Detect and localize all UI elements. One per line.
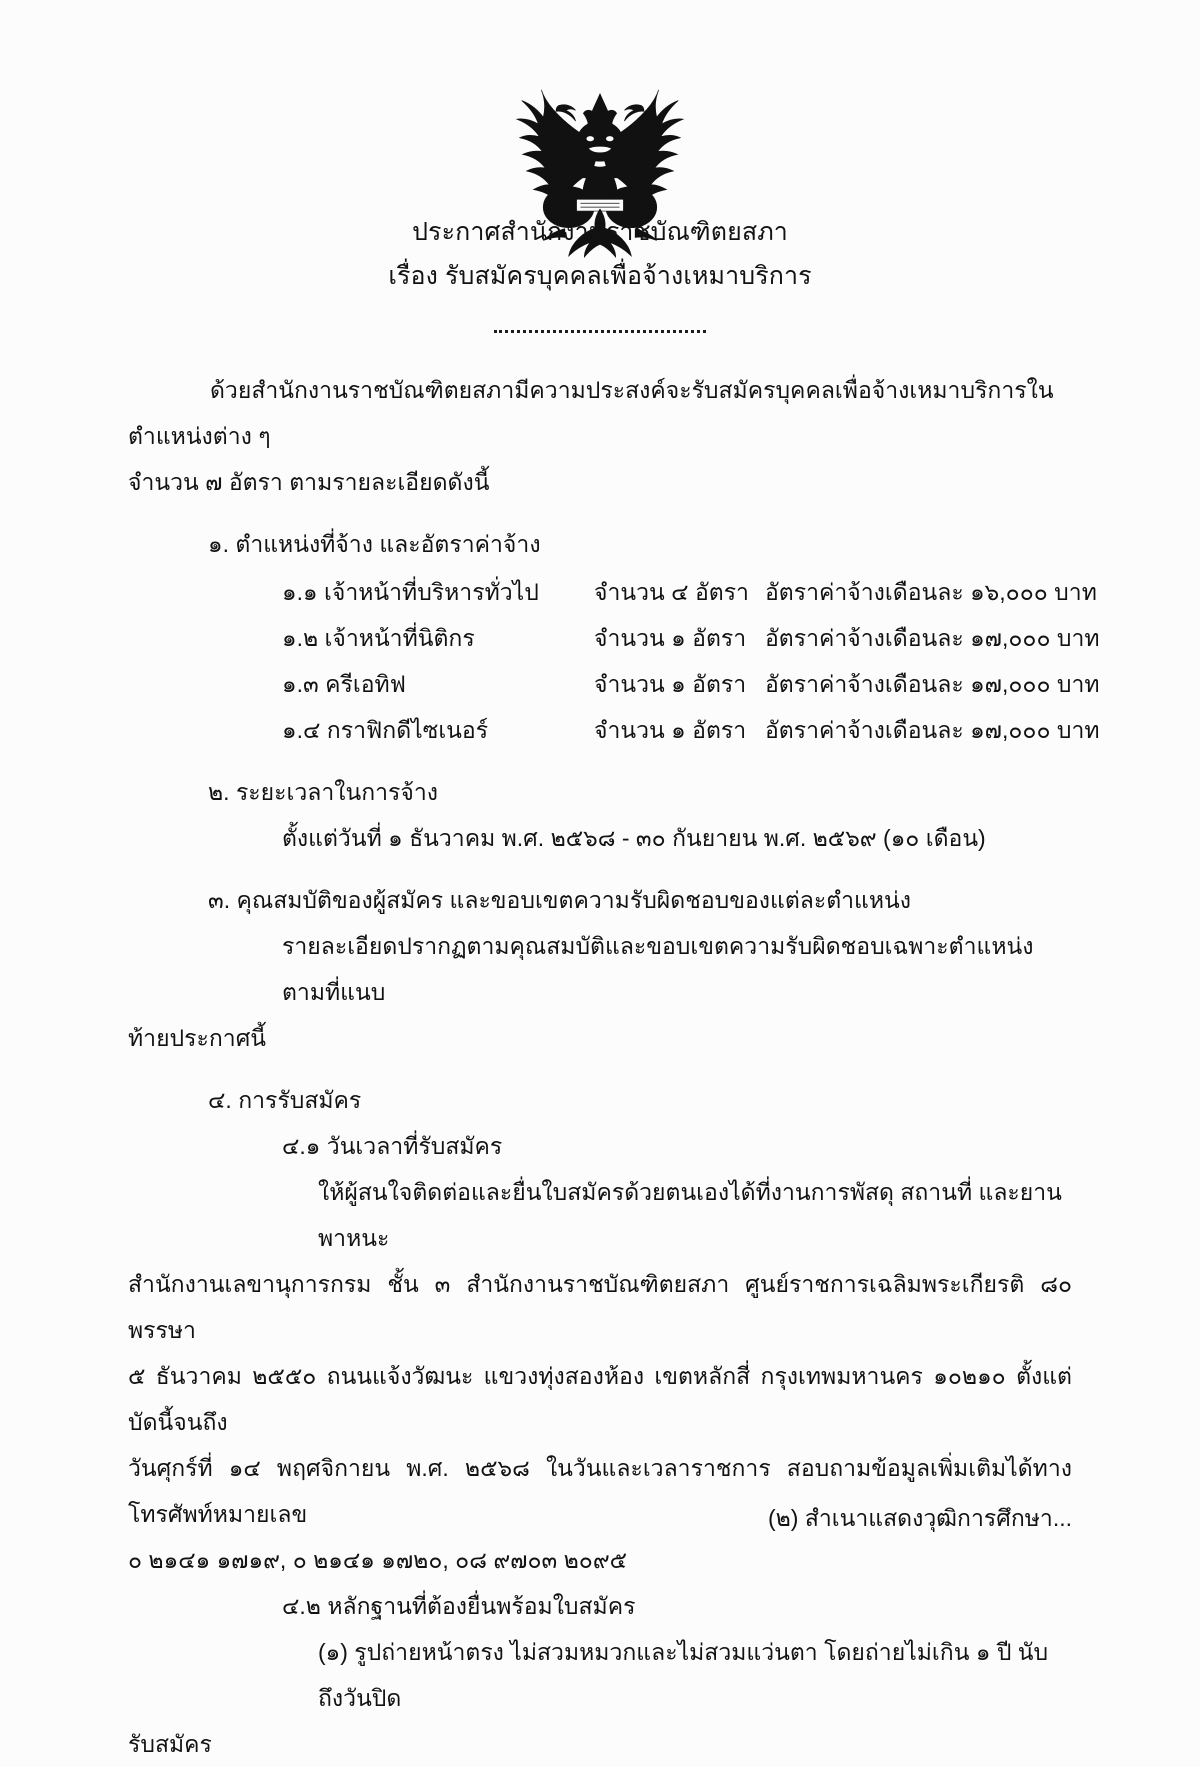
section-4-2-item-1-line-2: รับสมัคร [128, 1731, 212, 1757]
position-name-3 [282, 661, 594, 707]
position-label: กราฟิกดีไซเนอร์ [326, 717, 489, 743]
position-quantity-2: จำนวน ๑ อัตรา [594, 625, 747, 651]
section-4-1-line-4: วันศุกร์ที่ ๑๔ พฤศจิกายน พ.ศ. ๒๕๖๘ ในวันและเวลาราชการ สอบถามข้อมูลเพิ่มเติมได้ทางโทรศัพท์หมายเลข [128, 1455, 1072, 1527]
title-block [128, 210, 1072, 333]
table-row [282, 615, 1100, 661]
positions-table [282, 569, 1100, 753]
page-title: ประกาศสำนักงานราชบัณฑิตยสภา [412, 218, 788, 246]
footer-continuation-note: (๒) สำเนาแสดงวุฒิการศึกษา... [767, 1505, 1072, 1531]
position-number: ๑.๒ [282, 625, 319, 651]
table-row [282, 569, 1100, 615]
section-2-heading: ๒. ระยะเวลาในการจ้าง [208, 779, 439, 805]
section-3-heading: ๓. คุณสมบัติของผู้สมัคร และขอบเขตความรับผิดชอบของแต่ละตำแหน่ง [208, 887, 911, 913]
position-number: ๑.๔ [282, 717, 321, 743]
section-1-heading: ๑. ตำแหน่งที่จ้าง และอัตราค่าจ้าง [208, 531, 541, 557]
section-4-1-line-3: ๕ ธันวาคม ๒๕๕๐ ถนนแจ้งวัฒนะ แขวงทุ่งสองห้อง เขตหลักสี่ กรุงเทพมหานคร ๑๐๒๑๐ ตั้งแต่บัดนี้จนถึง [128, 1363, 1072, 1435]
dotted-separator [494, 316, 706, 333]
position-label: ครีเอทิฟ [325, 671, 406, 697]
spacer [128, 505, 1072, 521]
position-wage-2: อัตราค่าจ้างเดือนละ ๑๗,๐๐๐ บาท [764, 625, 1100, 651]
document-body [128, 367, 1100, 1767]
position-quantity-4: จำนวน ๑ อัตรา [594, 717, 747, 743]
section-4-2-heading: ๔.๒ หลักฐานที่ต้องยื่นพร้อมใบสมัคร [282, 1593, 636, 1619]
emblem-container [128, 0, 1072, 192]
section-4-1-heading: ๔.๑ วันเวลาที่รับสมัคร [282, 1133, 503, 1159]
page-subtitle: เรื่อง รับสมัครบุคคลเพื่อจ้างเหมาบริการ [388, 262, 812, 290]
spacer [128, 753, 1072, 769]
position-quantity-1: จำนวน ๔ อัตรา [594, 579, 749, 605]
section-4-1-phone-numbers: ๐ ๒๑๔๑ ๑๗๑๙, ๐ ๒๑๔๑ ๑๗๒๐, ๐๘ ๙๗๐๓ ๒๐๙๕ [128, 1547, 628, 1573]
position-wage-1: อัตราค่าจ้างเดือนละ ๑๖,๐๐๐ บาท [764, 579, 1097, 605]
table-row [282, 707, 1100, 753]
position-name-1 [282, 569, 594, 615]
preamble-line-1: ด้วยสำนักงานราชบัณฑิตยสภามีความประสงค์จะรับสมัครบุคคลเพื่อจ้างเหมาบริการในตำแหน่งต่าง ๆ [128, 377, 1054, 449]
section-2-detail: ตั้งแต่วันที่ ๑ ธันวาคม พ.ศ. ๒๕๖๘ - ๓๐ กันยายน พ.ศ. ๒๕๖๙ (๑๐ เดือน) [282, 825, 986, 851]
spacer [128, 861, 1072, 877]
section-4-2-item-1-line-1: (๑) รูปถ่ายหน้าตรง ไม่สวมหมวกและไม่สวมแว่นตา โดยถ่ายไม่เกิน ๑ ปี นับถึงวันปิด [318, 1639, 1049, 1711]
section-4-1-line-1: ให้ผู้สนใจติดต่อและยื่นใบสมัครด้วยตนเองได้ที่งานการพัสดุ สถานที่ และยานพาหนะ [318, 1179, 1062, 1251]
section-3-detail-line-2: ท้ายประกาศนี้ [128, 1025, 267, 1051]
section-4-heading: ๔. การรับสมัคร [208, 1087, 362, 1113]
position-wage-3: อัตราค่าจ้างเดือนละ ๑๗,๐๐๐ บาท [764, 671, 1100, 697]
table-row [282, 661, 1100, 707]
position-number: ๑.๓ [282, 671, 319, 697]
position-wage-4: อัตราค่าจ้างเดือนละ ๑๗,๐๐๐ บาท [764, 717, 1100, 743]
position-label: เจ้าหน้าที่บริหารทั่วไป [323, 579, 539, 605]
section-4-1-line-2: สำนักงานเลขานุการกรม ชั้น ๓ สำนักงานราชบัณฑิตยสภา ศูนย์ราชการเฉลิมพระเกียรติ ๘๐ พรรษา [128, 1271, 1072, 1343]
position-name-2 [282, 615, 594, 661]
preamble-line-2: จำนวน ๗ อัตรา ตามรายละเอียดดังนี้ [128, 469, 490, 495]
position-number: ๑.๑ [282, 579, 318, 605]
section-3-detail-line-1: รายละเอียดปรากฏตามคุณสมบัติและขอบเขตความรับผิดชอบเฉพาะตำแหน่ง ตามที่แนบ [282, 933, 1034, 1005]
position-label: เจ้าหน้าที่นิติกร [324, 625, 475, 651]
position-quantity-3: จำนวน ๑ อัตรา [594, 671, 747, 697]
spacer [128, 1061, 1072, 1077]
position-name-4 [282, 707, 594, 753]
